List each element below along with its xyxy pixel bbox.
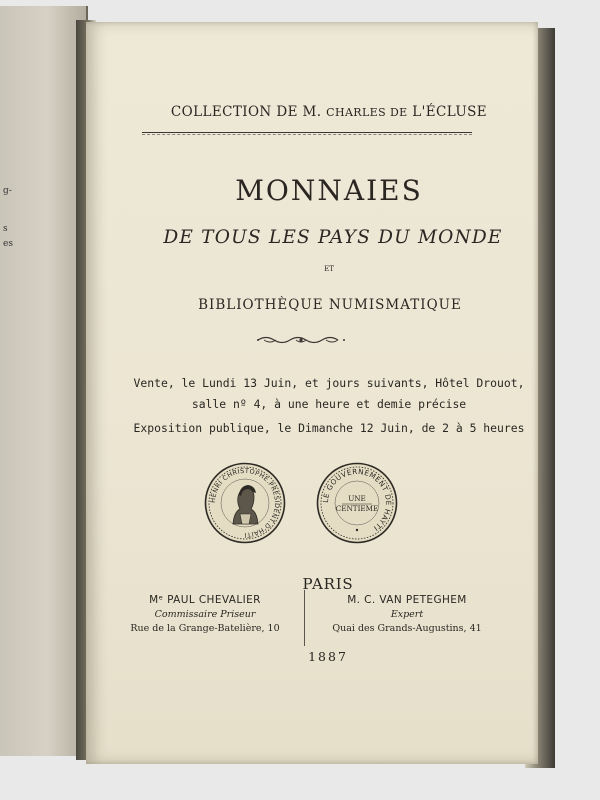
main-title: MONNAIES xyxy=(235,174,423,207)
auctioneer-block xyxy=(110,593,300,636)
secondary-title: BIBLIOTHÈQUE NUMISMATIQUE xyxy=(198,297,462,313)
expert-block xyxy=(312,593,502,636)
footer-divider xyxy=(304,590,305,646)
auctioneer-role: Commissaire Priseur xyxy=(154,609,256,621)
coin-legend: LE GOUVERNEMENT DE HAYTI xyxy=(320,466,394,533)
collection-heading xyxy=(86,104,538,120)
collection-suffix: L'ÉCLUSE xyxy=(412,104,488,120)
expert-name: M. C. VAN PETEGHEM xyxy=(347,594,467,606)
expert-address: Quai des Grands-Augustins, 41 xyxy=(332,622,482,634)
publication-year: 1887 xyxy=(308,649,348,664)
sale-line: Vente, le Lundi 13 Juin, et jours suivants, Hôtel Drouot, xyxy=(133,376,525,390)
ornament-divider xyxy=(256,334,346,346)
coin-denomination-top: UNE xyxy=(348,494,366,503)
coin-denomination-bottom: CENTIEME xyxy=(335,504,379,513)
collection-prefix: COLLECTION DE M. xyxy=(170,104,322,120)
expert-role: Expert xyxy=(390,609,424,621)
exhibition-line: Exposition publique, le Dimanche 12 Juin, de 2 à 5 heures xyxy=(133,421,525,435)
heading-rule xyxy=(142,132,472,133)
sale-line: salle nº 4, à une heure et demie précise xyxy=(191,397,467,411)
subtitle: DE TOUS LES PAYS DU MONDE xyxy=(163,227,503,248)
auctioneer-address: Rue de la Grange-Batelière, 10 xyxy=(130,622,280,634)
city: PARIS xyxy=(302,575,354,593)
title-page xyxy=(86,22,538,764)
left-page-fragment: s xyxy=(3,224,8,234)
collector-name: CHARLES DE xyxy=(326,106,408,119)
left-page xyxy=(0,6,88,756)
auctioneer-name: Mᵉ PAUL CHEVALIER xyxy=(149,594,261,606)
coin-obverse-portrait xyxy=(204,462,286,544)
coin-legend: HENRI CHRISTOPHE.PRESIDENT.D'HAITI xyxy=(208,466,282,540)
coin-reverse-denomination xyxy=(316,462,398,544)
left-page-fragment: es xyxy=(3,239,13,249)
conjunction-et: ET xyxy=(324,265,334,273)
left-page-fragment: g- xyxy=(3,186,12,196)
